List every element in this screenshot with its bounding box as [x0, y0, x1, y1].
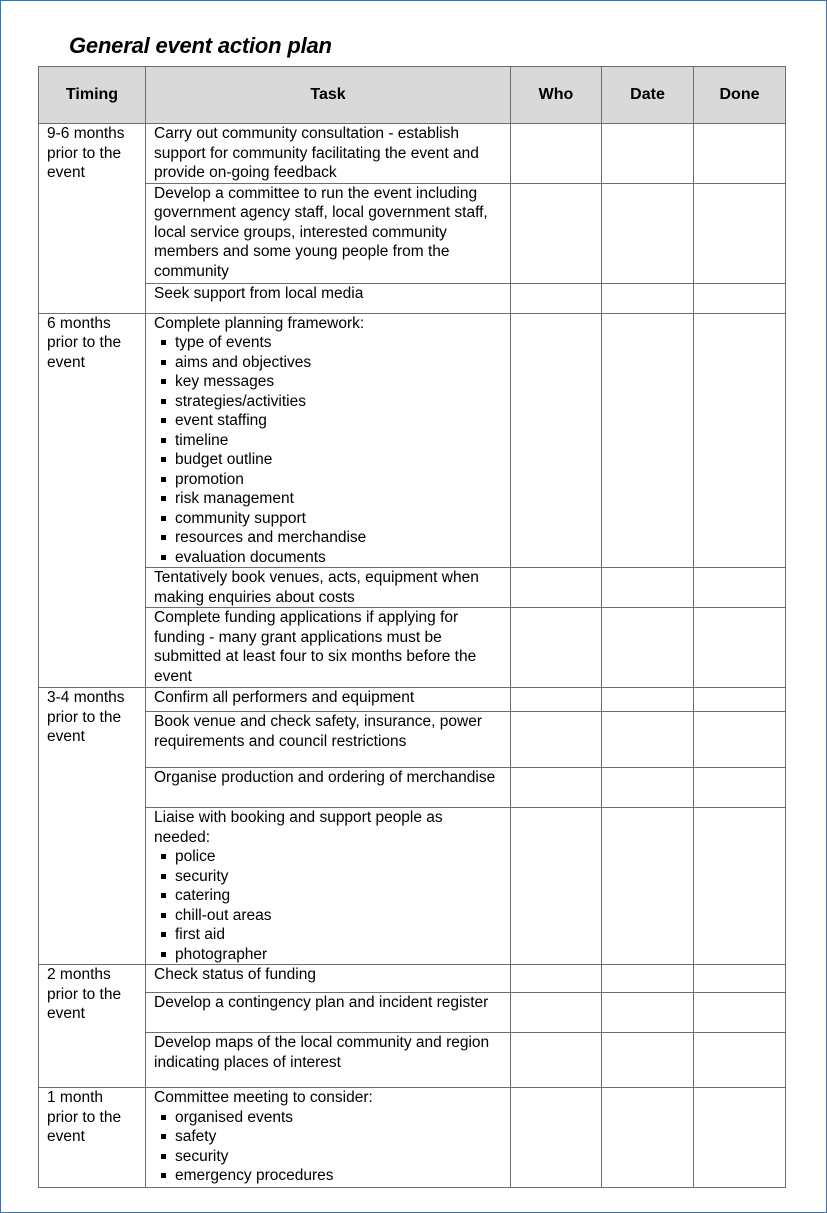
task-bullet-list [154, 333, 502, 567]
date-cell[interactable] [602, 993, 694, 1033]
table-row [39, 808, 786, 965]
done-cell[interactable] [694, 124, 786, 184]
date-cell[interactable] [602, 808, 694, 965]
done-cell[interactable] [694, 313, 786, 568]
who-cell[interactable] [511, 768, 602, 808]
table-row [39, 993, 786, 1033]
task-text: Liaise with booking and support people as needed: [154, 809, 443, 846]
task-text: Develop a committee to run the event including government agency staff, local government staff, local service groups, interested community members and some young people from the community [154, 184, 488, 280]
task-bullet: security [154, 867, 502, 887]
date-cell[interactable] [602, 124, 694, 184]
task-cell [146, 808, 511, 965]
task-bullet: resources and merchandise [154, 528, 502, 548]
date-cell[interactable] [602, 1033, 694, 1088]
task-bullet: evaluation documents [154, 548, 502, 568]
task-cell [146, 313, 511, 568]
task-cell [146, 1088, 511, 1188]
who-cell[interactable] [511, 688, 602, 712]
task-bullet: police [154, 847, 502, 867]
table-row [39, 283, 786, 313]
who-cell[interactable] [511, 808, 602, 965]
done-cell[interactable] [694, 608, 786, 688]
task-text: Check status of funding [154, 966, 316, 983]
task-bullet: community support [154, 509, 502, 529]
table-row [39, 313, 786, 568]
who-cell[interactable] [511, 712, 602, 768]
task-text: Book venue and check safety, insurance, power requirements and council restrictions [154, 713, 482, 750]
task-bullet: risk management [154, 489, 502, 509]
timing-cell: 6 months prior to the event [39, 313, 146, 688]
task-bullet: key messages [154, 372, 502, 392]
done-cell[interactable] [694, 712, 786, 768]
header-done: Done [694, 67, 786, 124]
done-cell[interactable] [694, 768, 786, 808]
task-bullet: type of events [154, 333, 502, 353]
done-cell[interactable] [694, 568, 786, 608]
done-cell[interactable] [694, 808, 786, 965]
header-row [39, 67, 786, 124]
date-cell[interactable] [602, 688, 694, 712]
done-cell[interactable] [694, 283, 786, 313]
table-row [39, 608, 786, 688]
who-cell[interactable] [511, 183, 602, 283]
plan-body [39, 124, 786, 1188]
task-cell [146, 183, 511, 283]
table-row [39, 768, 786, 808]
task-bullet: photographer [154, 945, 502, 965]
who-cell[interactable] [511, 1088, 602, 1188]
task-bullet: budget outline [154, 450, 502, 470]
date-cell[interactable] [602, 283, 694, 313]
date-cell[interactable] [602, 768, 694, 808]
task-cell [146, 1033, 511, 1088]
date-cell[interactable] [602, 712, 694, 768]
task-bullet: catering [154, 886, 502, 906]
task-text: Complete funding applications if applying for funding - many grant applications must be submitted at least four to six months before the event [154, 609, 477, 685]
task-bullet: safety [154, 1127, 502, 1147]
timing-cell: 2 months prior to the event [39, 965, 146, 1088]
task-bullet: security [154, 1147, 502, 1167]
who-cell[interactable] [511, 124, 602, 184]
task-cell [146, 965, 511, 993]
date-cell[interactable] [602, 183, 694, 283]
task-bullet: first aid [154, 925, 502, 945]
date-cell[interactable] [602, 313, 694, 568]
who-cell[interactable] [511, 993, 602, 1033]
task-cell [146, 768, 511, 808]
table-row [39, 1088, 786, 1188]
who-cell[interactable] [511, 283, 602, 313]
table-row [39, 688, 786, 712]
date-cell[interactable] [602, 568, 694, 608]
task-cell [146, 993, 511, 1033]
who-cell[interactable] [511, 568, 602, 608]
task-bullet: aims and objectives [154, 353, 502, 373]
task-cell [146, 568, 511, 608]
task-bullet: event staffing [154, 411, 502, 431]
task-bullet: strategies/activities [154, 392, 502, 412]
table-row [39, 124, 786, 184]
who-cell[interactable] [511, 965, 602, 993]
task-text: Tentatively book venues, acts, equipment when making enquiries about costs [154, 569, 479, 606]
who-cell[interactable] [511, 608, 602, 688]
table-row [39, 712, 786, 768]
task-cell [146, 712, 511, 768]
task-cell [146, 124, 511, 184]
task-bullet-list [154, 847, 502, 964]
done-cell[interactable] [694, 965, 786, 993]
date-cell[interactable] [602, 965, 694, 993]
task-text: Committee meeting to consider: [154, 1089, 373, 1106]
task-cell [146, 608, 511, 688]
task-text: Complete planning framework: [154, 314, 365, 332]
task-bullet: promotion [154, 470, 502, 490]
date-cell[interactable] [602, 1088, 694, 1188]
timing-cell: 1 month prior to the event [39, 1088, 146, 1188]
who-cell[interactable] [511, 1033, 602, 1088]
task-text: Develop a contingency plan and incident register [154, 994, 489, 1011]
task-bullet: emergency procedures [154, 1166, 502, 1186]
task-text: Carry out community consultation - establish support for community facilitating the event and provide on-going feedback [154, 125, 479, 181]
header-who: Who [511, 67, 602, 124]
task-text: Organise production and ordering of merchandise [154, 769, 496, 786]
timing-cell: 9-6 months prior to the event [39, 124, 146, 314]
task-cell [146, 283, 511, 313]
header-task: Task [146, 67, 511, 124]
table-row [39, 568, 786, 608]
action-plan-table [38, 66, 786, 1188]
done-cell[interactable] [694, 1033, 786, 1088]
task-bullet: chill-out areas [154, 906, 502, 926]
page-title: General event action plan [69, 33, 332, 58]
task-bullet-list [154, 1108, 502, 1186]
table-row [39, 965, 786, 993]
task-text: Develop maps of the local community and region indicating places of interest [154, 1034, 490, 1071]
done-cell[interactable] [694, 183, 786, 283]
task-text: Seek support from local media [154, 284, 364, 302]
table-row [39, 183, 786, 283]
done-cell[interactable] [694, 993, 786, 1033]
task-cell [146, 688, 511, 712]
who-cell[interactable] [511, 313, 602, 568]
task-bullet: organised events [154, 1108, 502, 1128]
header-date: Date [602, 67, 694, 124]
date-cell[interactable] [602, 608, 694, 688]
done-cell[interactable] [694, 688, 786, 712]
table-row [39, 1033, 786, 1088]
timing-cell: 3-4 months prior to the event [39, 688, 146, 965]
task-text: Confirm all performers and equipment [154, 689, 415, 706]
header-timing: Timing [39, 67, 146, 124]
task-bullet: timeline [154, 431, 502, 451]
done-cell[interactable] [694, 1088, 786, 1188]
